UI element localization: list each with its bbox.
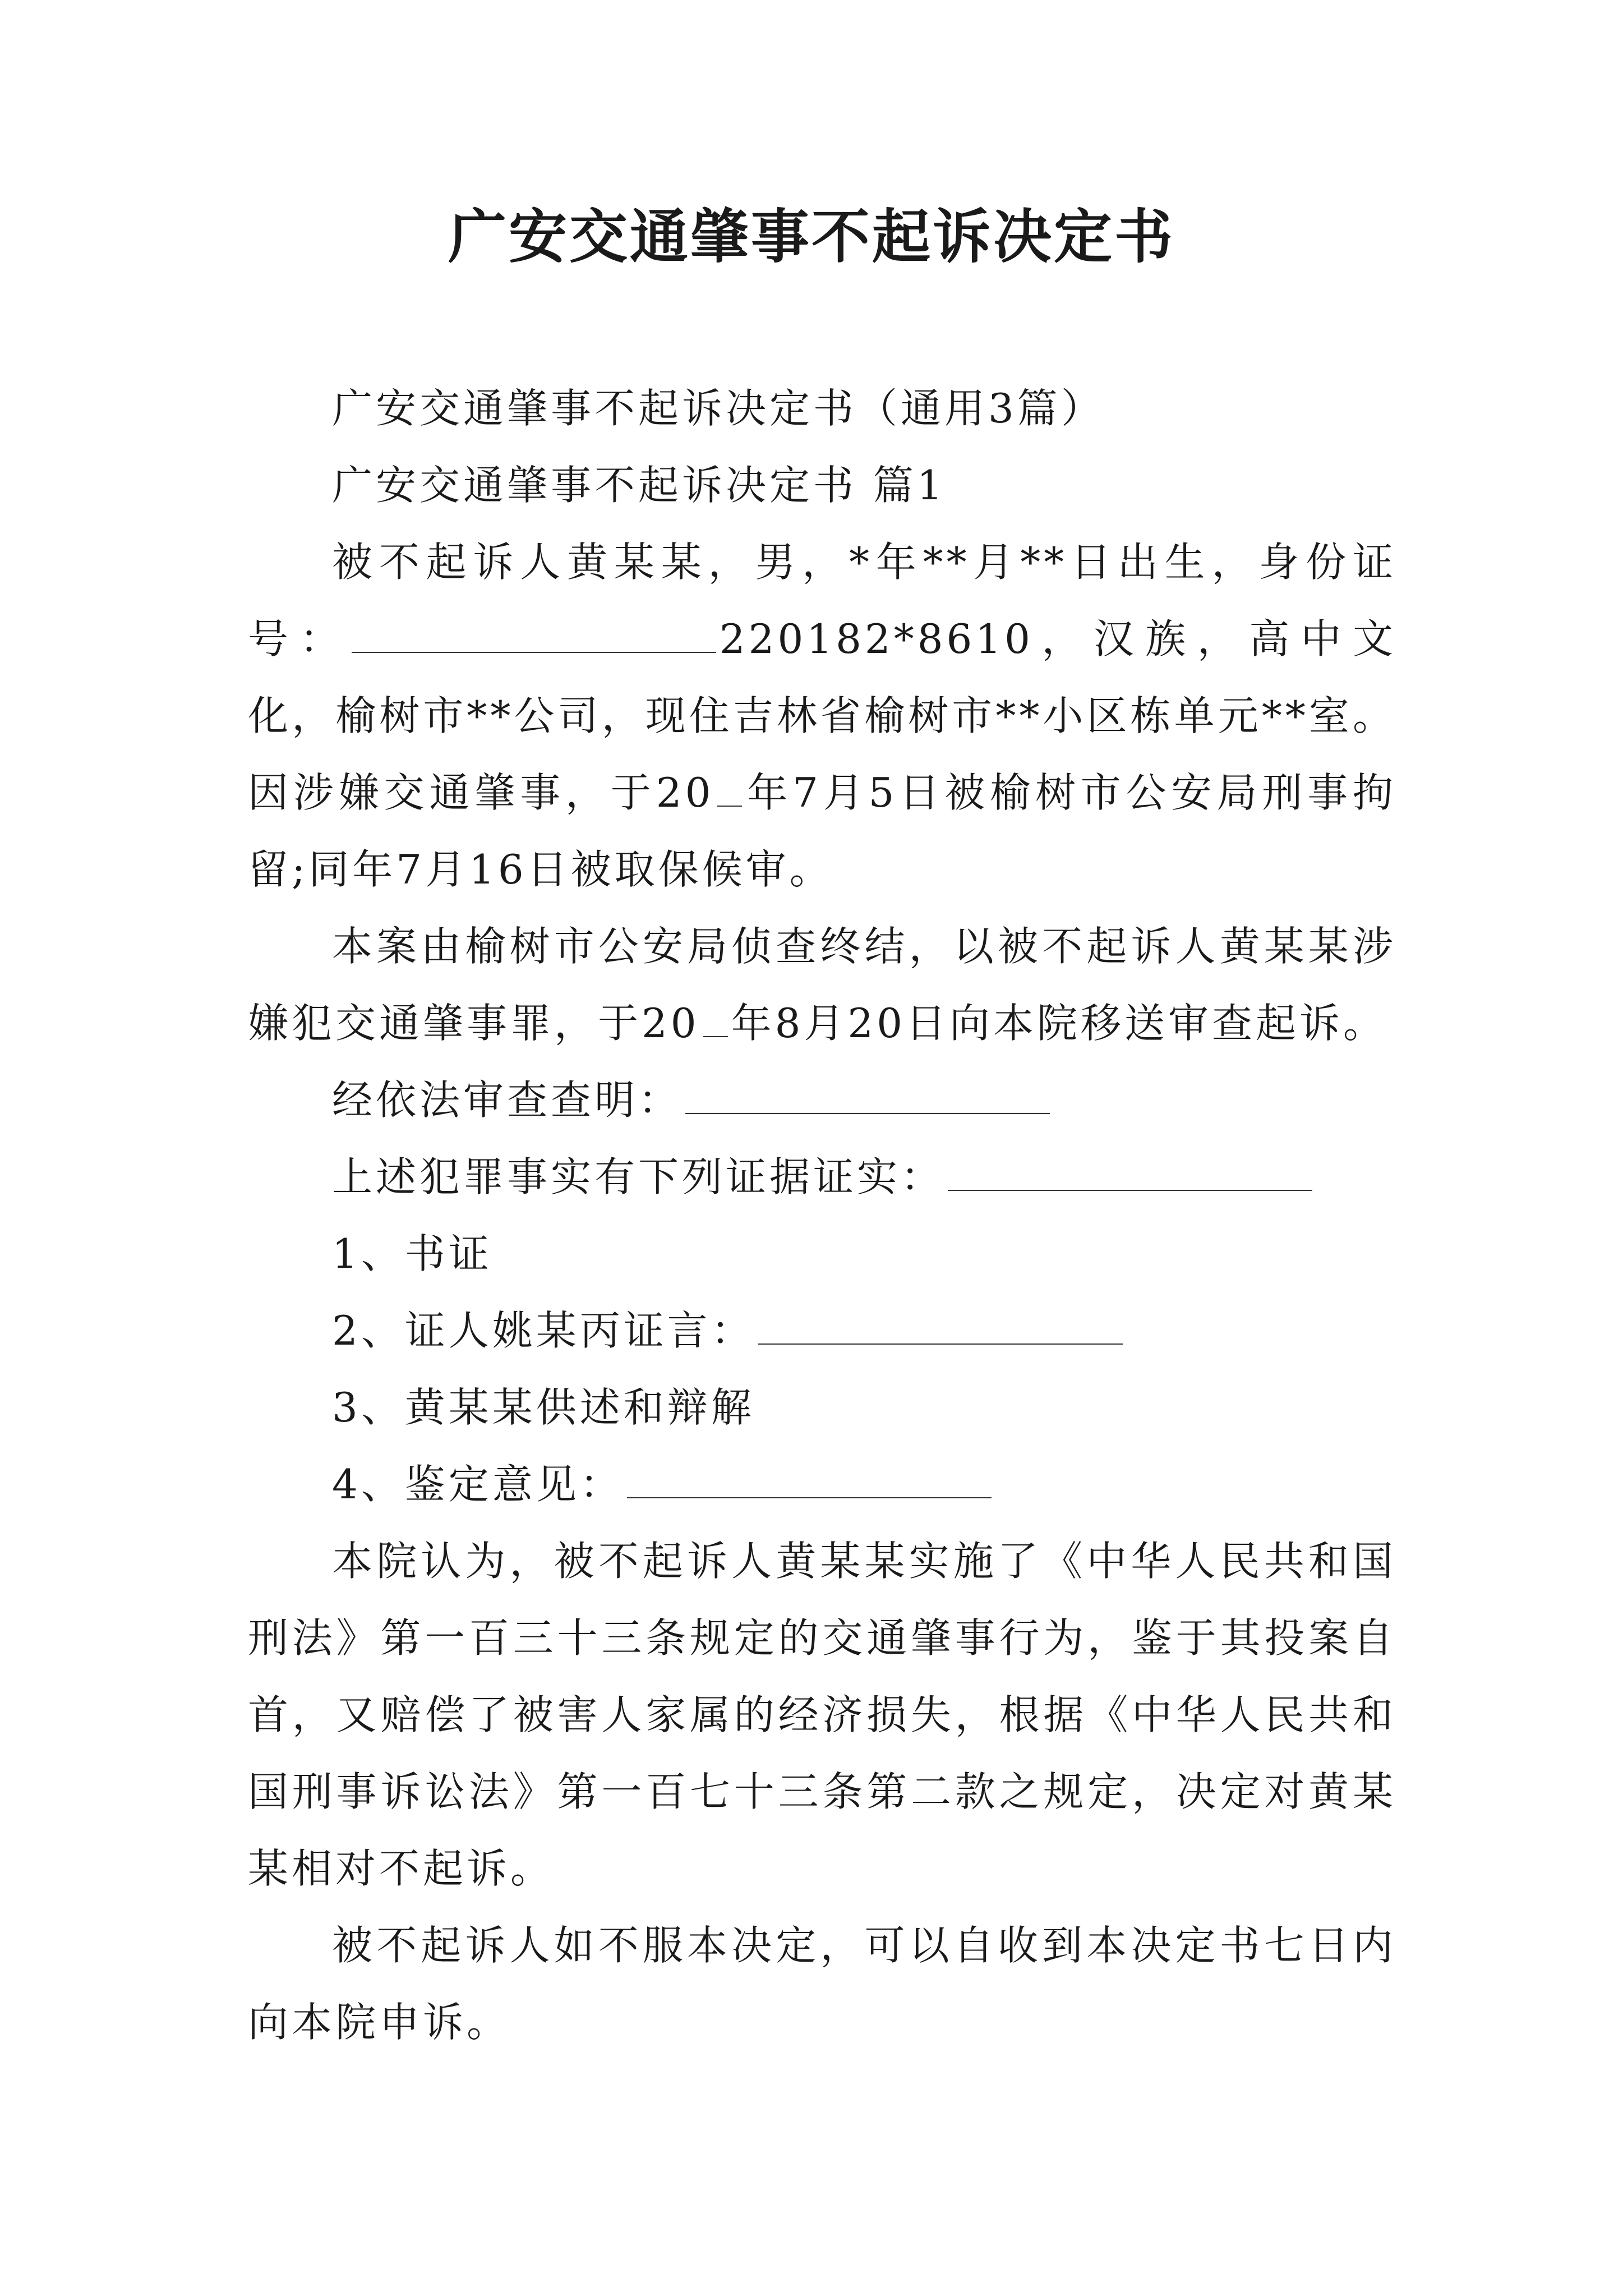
witness-blank [758,1343,1123,1345]
year-blank [717,805,742,807]
evidence-item-2-label: 2、证人姚某丙证言： [332,1307,755,1354]
evidence-item-3: 3、黄某某供述和辩解 [332,1384,755,1431]
case-transfer-end: 年8月20日向本院移送审查起诉。 [731,1000,1387,1047]
paragraph-appeal: 被不起诉人如不服本决定，可以自收到本决定书七日内向本院申诉。 [248,1922,1396,2046]
paragraph-defendant [248,524,1396,908]
evidence-item-4 [248,1446,1396,1523]
evidence-item-2 [248,1292,1396,1369]
year-blank [703,1036,728,1037]
evidence-item-4-label: 4、鉴定意见： [332,1461,624,1508]
defendant-details: 220182*8610，汉族，高中文化，榆树市**公司，现住吉林省榆树市**小区栋单元**室。因涉嫌交通肇事，于20 [248,615,1396,816]
document-subtitle: 广安交通肇事不起诉决定书（通用3篇） [332,385,1105,432]
paragraph-evidence [248,1139,1396,1216]
findings-blank [685,1112,1050,1114]
paragraph-case-transfer [248,908,1396,1062]
evidence-item-1: 1、书证 [332,1230,492,1277]
paragraph-findings [248,1062,1396,1139]
appraisal-blank [627,1497,992,1498]
section-heading: 广安交通肇事不起诉决定书 篇1 [332,462,946,509]
document-body [248,370,1396,2061]
case-transfer-start: 本案由榆树市公安局侦查终结，以被不起诉人黄某某涉嫌犯交通肇事罪，于20 [248,923,1396,1047]
id-number-blank [352,651,716,653]
paragraph-decision: 本院认为，被不起诉人黄某某实施了《中华人民共和国刑法》第一百三十三条规定的交通肇事行为，鉴于其投案自首，又赔偿了被害人家属的经济损失，根据《中华人民共和国刑事诉讼法》第一百七十三条第二款之规定，决定对黄某某相对不起诉。 [248,1538,1396,1892]
findings-label: 经依法审查查明： [332,1076,683,1124]
defendant-intro: 被不起诉人黄某某，男，*年**月**日出生，身份证号： [248,539,1396,662]
evidence-label: 上述犯罪事实有下列证据证实： [332,1153,945,1200]
detention-details: 年7月5日被榆树市公安局刑事拘留;同年7月16日被取保候审。 [248,769,1396,893]
document-title: 广安交通肇事不起诉决定书 [448,202,1175,271]
evidence-blank [948,1189,1312,1191]
